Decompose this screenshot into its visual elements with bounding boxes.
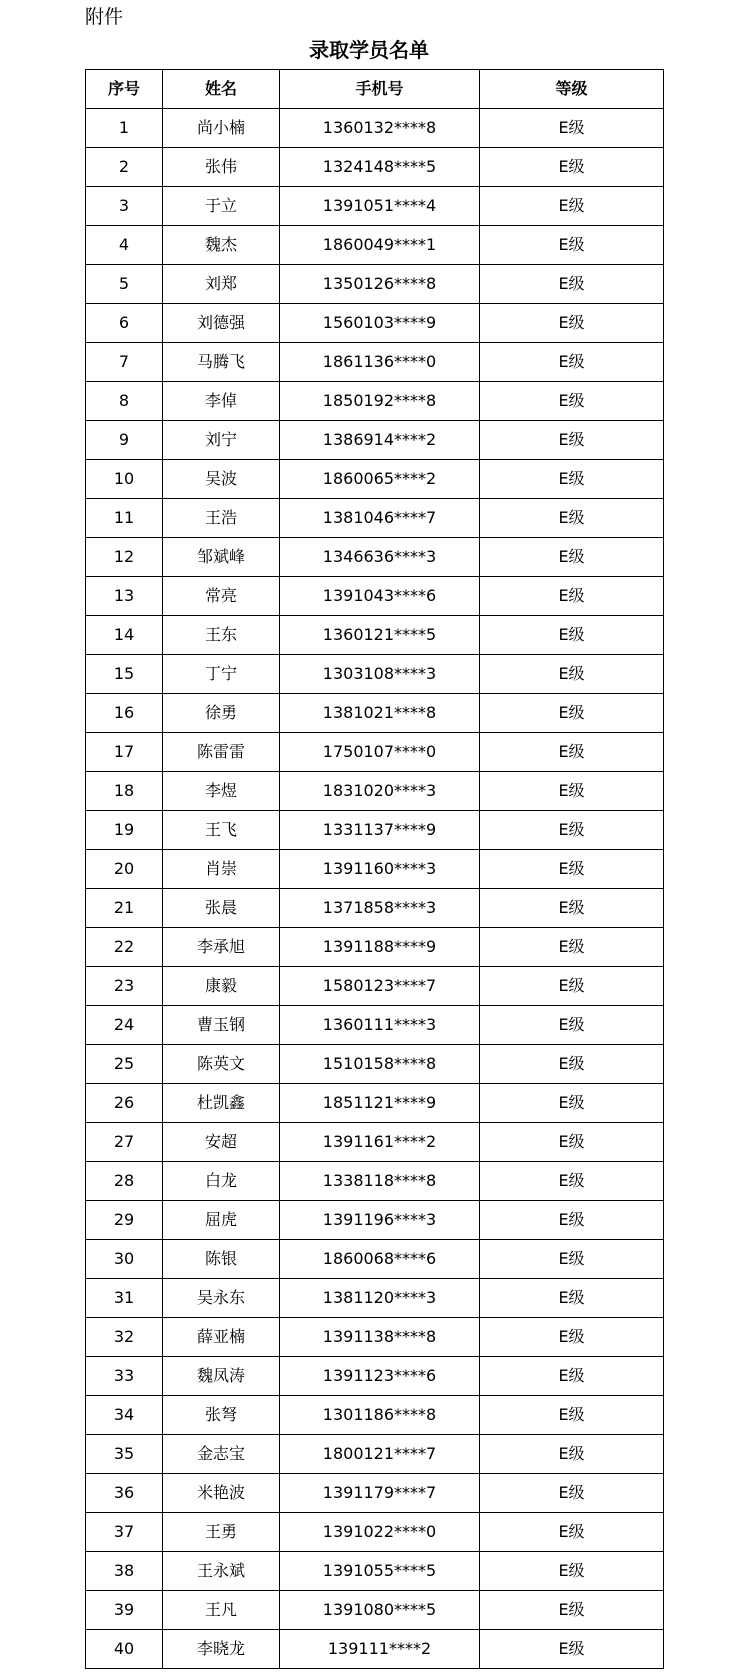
cell-index: 24 [86, 1006, 163, 1045]
table-body [86, 109, 664, 1669]
cell-phone: 1391160****3 [280, 850, 480, 889]
cell-index: 36 [86, 1474, 163, 1513]
table-row [86, 967, 664, 1006]
cell-grade: E级 [480, 1162, 664, 1201]
cell-phone: 1391043****6 [280, 577, 480, 616]
cell-name: 李倬 [163, 382, 280, 421]
cell-grade: E级 [480, 226, 664, 265]
cell-name: 米艳波 [163, 1474, 280, 1513]
cell-grade: E级 [480, 1591, 664, 1630]
cell-index: 17 [86, 733, 163, 772]
cell-index: 16 [86, 694, 163, 733]
cell-phone: 1750107****0 [280, 733, 480, 772]
table-row [86, 694, 664, 733]
cell-index: 19 [86, 811, 163, 850]
table-row [86, 1201, 664, 1240]
cell-phone: 1391080****5 [280, 1591, 480, 1630]
table-header [86, 70, 664, 109]
cell-phone: 1391051****4 [280, 187, 480, 226]
cell-name: 刘郑 [163, 265, 280, 304]
table-row [86, 148, 664, 187]
table-row [86, 226, 664, 265]
cell-name: 于立 [163, 187, 280, 226]
table-row [86, 382, 664, 421]
cell-phone: 1850192****8 [280, 382, 480, 421]
cell-name: 邹斌峰 [163, 538, 280, 577]
table-row [86, 1084, 664, 1123]
cell-grade: E级 [480, 1240, 664, 1279]
cell-phone: 1391123****6 [280, 1357, 480, 1396]
cell-name: 白龙 [163, 1162, 280, 1201]
cell-phone: 1360132****8 [280, 109, 480, 148]
cell-phone: 1580123****7 [280, 967, 480, 1006]
cell-index: 33 [86, 1357, 163, 1396]
cell-index: 12 [86, 538, 163, 577]
cell-index: 10 [86, 460, 163, 499]
cell-phone: 1391022****0 [280, 1513, 480, 1552]
cell-phone: 1350126****8 [280, 265, 480, 304]
cell-grade: E级 [480, 655, 664, 694]
cell-grade: E级 [480, 1123, 664, 1162]
cell-index: 14 [86, 616, 163, 655]
table-row [86, 1240, 664, 1279]
cell-grade: E级 [480, 928, 664, 967]
cell-index: 32 [86, 1318, 163, 1357]
cell-phone: 1301186****8 [280, 1396, 480, 1435]
cell-name: 王凡 [163, 1591, 280, 1630]
cell-name: 曹玉钢 [163, 1006, 280, 1045]
cell-index: 38 [86, 1552, 163, 1591]
table-row [86, 1162, 664, 1201]
cell-index: 31 [86, 1279, 163, 1318]
table-row [86, 1474, 664, 1513]
table-row [86, 460, 664, 499]
table-row [86, 928, 664, 967]
cell-name: 王勇 [163, 1513, 280, 1552]
table-row [86, 772, 664, 811]
cell-name: 张伟 [163, 148, 280, 187]
cell-grade: E级 [480, 811, 664, 850]
cell-name: 张晨 [163, 889, 280, 928]
cell-index: 25 [86, 1045, 163, 1084]
cell-grade: E级 [480, 109, 664, 148]
cell-phone: 1860068****6 [280, 1240, 480, 1279]
cell-grade: E级 [480, 1201, 664, 1240]
cell-grade: E级 [480, 1318, 664, 1357]
table-row [86, 1279, 664, 1318]
table-row [86, 1513, 664, 1552]
cell-grade: E级 [480, 889, 664, 928]
attachment-label: 附件 [85, 6, 124, 28]
cell-grade: E级 [480, 733, 664, 772]
cell-grade: E级 [480, 460, 664, 499]
cell-phone: 1381021****8 [280, 694, 480, 733]
cell-index: 34 [86, 1396, 163, 1435]
cell-index: 11 [86, 499, 163, 538]
cell-phone: 1303108****3 [280, 655, 480, 694]
cell-name: 安超 [163, 1123, 280, 1162]
cell-name: 张弩 [163, 1396, 280, 1435]
cell-grade: E级 [480, 499, 664, 538]
table-row [86, 109, 664, 148]
cell-grade: E级 [480, 1006, 664, 1045]
cell-grade: E级 [480, 850, 664, 889]
cell-name: 尚小楠 [163, 109, 280, 148]
cell-index: 18 [86, 772, 163, 811]
table-row [86, 343, 664, 382]
cell-grade: E级 [480, 304, 664, 343]
cell-index: 2 [86, 148, 163, 187]
cell-name: 王永斌 [163, 1552, 280, 1591]
table-row [86, 889, 664, 928]
table-row [86, 1357, 664, 1396]
cell-name: 常亮 [163, 577, 280, 616]
table-row [86, 1552, 664, 1591]
cell-phone: 1851121****9 [280, 1084, 480, 1123]
cell-grade: E级 [480, 265, 664, 304]
cell-grade: E级 [480, 1630, 664, 1669]
cell-index: 23 [86, 967, 163, 1006]
cell-phone: 1391179****7 [280, 1474, 480, 1513]
table-row [86, 304, 664, 343]
cell-name: 李承旭 [163, 928, 280, 967]
cell-name: 肖崇 [163, 850, 280, 889]
cell-phone: 1510158****8 [280, 1045, 480, 1084]
cell-name: 王浩 [163, 499, 280, 538]
cell-grade: E级 [480, 538, 664, 577]
cell-phone: 1391138****8 [280, 1318, 480, 1357]
cell-index: 9 [86, 421, 163, 460]
cell-phone: 1381046****7 [280, 499, 480, 538]
cell-phone: 139111****2 [280, 1630, 480, 1669]
cell-index: 29 [86, 1201, 163, 1240]
table-row [86, 265, 664, 304]
cell-grade: E级 [480, 421, 664, 460]
cell-name: 杜凯鑫 [163, 1084, 280, 1123]
table-row [86, 1006, 664, 1045]
cell-name: 李煜 [163, 772, 280, 811]
cell-phone: 1391188****9 [280, 928, 480, 967]
column-header-grade: 等级 [480, 70, 664, 109]
cell-name: 王东 [163, 616, 280, 655]
cell-name: 吴波 [163, 460, 280, 499]
document-title [0, 36, 752, 64]
cell-index: 20 [86, 850, 163, 889]
cell-index: 28 [86, 1162, 163, 1201]
table-row [86, 538, 664, 577]
cell-grade: E级 [480, 1513, 664, 1552]
table-row [86, 1396, 664, 1435]
cell-grade: E级 [480, 343, 664, 382]
cell-name: 丁宁 [163, 655, 280, 694]
cell-grade: E级 [480, 382, 664, 421]
cell-phone: 1860049****1 [280, 226, 480, 265]
cell-phone: 1371858****3 [280, 889, 480, 928]
table-row [86, 1435, 664, 1474]
table-row [86, 811, 664, 850]
table-row [86, 733, 664, 772]
table-row [86, 655, 664, 694]
cell-phone: 1800121****7 [280, 1435, 480, 1474]
cell-phone: 1391196****3 [280, 1201, 480, 1240]
cell-name: 薛亚楠 [163, 1318, 280, 1357]
table-row [86, 1630, 664, 1669]
cell-index: 40 [86, 1630, 163, 1669]
cell-name: 魏凤涛 [163, 1357, 280, 1396]
cell-name: 陈英文 [163, 1045, 280, 1084]
cell-name: 徐勇 [163, 694, 280, 733]
cell-phone: 1391055****5 [280, 1552, 480, 1591]
cell-phone: 1560103****9 [280, 304, 480, 343]
cell-phone: 1861136****0 [280, 343, 480, 382]
cell-name: 屈虎 [163, 1201, 280, 1240]
cell-grade: E级 [480, 1045, 664, 1084]
document-title-text: 录取学员名单 [309, 38, 429, 62]
cell-index: 30 [86, 1240, 163, 1279]
cell-index: 22 [86, 928, 163, 967]
cell-grade: E级 [480, 967, 664, 1006]
cell-index: 5 [86, 265, 163, 304]
cell-grade: E级 [480, 694, 664, 733]
cell-index: 13 [86, 577, 163, 616]
admitted-students-table [85, 69, 664, 1669]
cell-name: 魏杰 [163, 226, 280, 265]
column-header-name: 姓名 [163, 70, 280, 109]
cell-index: 4 [86, 226, 163, 265]
table-row [86, 577, 664, 616]
table-row [86, 421, 664, 460]
cell-name: 陈雷雷 [163, 733, 280, 772]
cell-grade: E级 [480, 616, 664, 655]
cell-phone: 1391161****2 [280, 1123, 480, 1162]
cell-index: 37 [86, 1513, 163, 1552]
table-row [86, 1045, 664, 1084]
cell-grade: E级 [480, 1279, 664, 1318]
cell-index: 21 [86, 889, 163, 928]
cell-phone: 1381120****3 [280, 1279, 480, 1318]
cell-index: 35 [86, 1435, 163, 1474]
cell-index: 26 [86, 1084, 163, 1123]
cell-name: 吴永东 [163, 1279, 280, 1318]
table-row [86, 499, 664, 538]
cell-grade: E级 [480, 1474, 664, 1513]
cell-grade: E级 [480, 772, 664, 811]
cell-name: 刘宁 [163, 421, 280, 460]
cell-grade: E级 [480, 148, 664, 187]
cell-name: 刘德强 [163, 304, 280, 343]
cell-index: 8 [86, 382, 163, 421]
cell-grade: E级 [480, 1396, 664, 1435]
cell-grade: E级 [480, 1084, 664, 1123]
table-row [86, 1318, 664, 1357]
cell-phone: 1338118****8 [280, 1162, 480, 1201]
column-header-index: 序号 [86, 70, 163, 109]
cell-index: 6 [86, 304, 163, 343]
table-row [86, 1123, 664, 1162]
cell-index: 39 [86, 1591, 163, 1630]
cell-phone: 1831020****3 [280, 772, 480, 811]
column-header-phone: 手机号 [280, 70, 480, 109]
cell-phone: 1860065****2 [280, 460, 480, 499]
table-header-row [86, 70, 664, 109]
cell-grade: E级 [480, 1552, 664, 1591]
cell-index: 7 [86, 343, 163, 382]
cell-grade: E级 [480, 187, 664, 226]
table-row [86, 1591, 664, 1630]
cell-phone: 1360121****5 [280, 616, 480, 655]
cell-grade: E级 [480, 1435, 664, 1474]
table-row [86, 616, 664, 655]
cell-grade: E级 [480, 1357, 664, 1396]
cell-phone: 1360111****3 [280, 1006, 480, 1045]
cell-grade: E级 [480, 577, 664, 616]
cell-index: 3 [86, 187, 163, 226]
cell-phone: 1386914****2 [280, 421, 480, 460]
cell-name: 康毅 [163, 967, 280, 1006]
cell-name: 陈银 [163, 1240, 280, 1279]
cell-phone: 1324148****5 [280, 148, 480, 187]
cell-name: 金志宝 [163, 1435, 280, 1474]
cell-phone: 1331137****9 [280, 811, 480, 850]
cell-index: 1 [86, 109, 163, 148]
cell-index: 27 [86, 1123, 163, 1162]
cell-name: 王飞 [163, 811, 280, 850]
table-row [86, 187, 664, 226]
cell-name: 马腾飞 [163, 343, 280, 382]
table-row [86, 850, 664, 889]
cell-phone: 1346636****3 [280, 538, 480, 577]
cell-name: 李晓龙 [163, 1630, 280, 1669]
cell-index: 15 [86, 655, 163, 694]
